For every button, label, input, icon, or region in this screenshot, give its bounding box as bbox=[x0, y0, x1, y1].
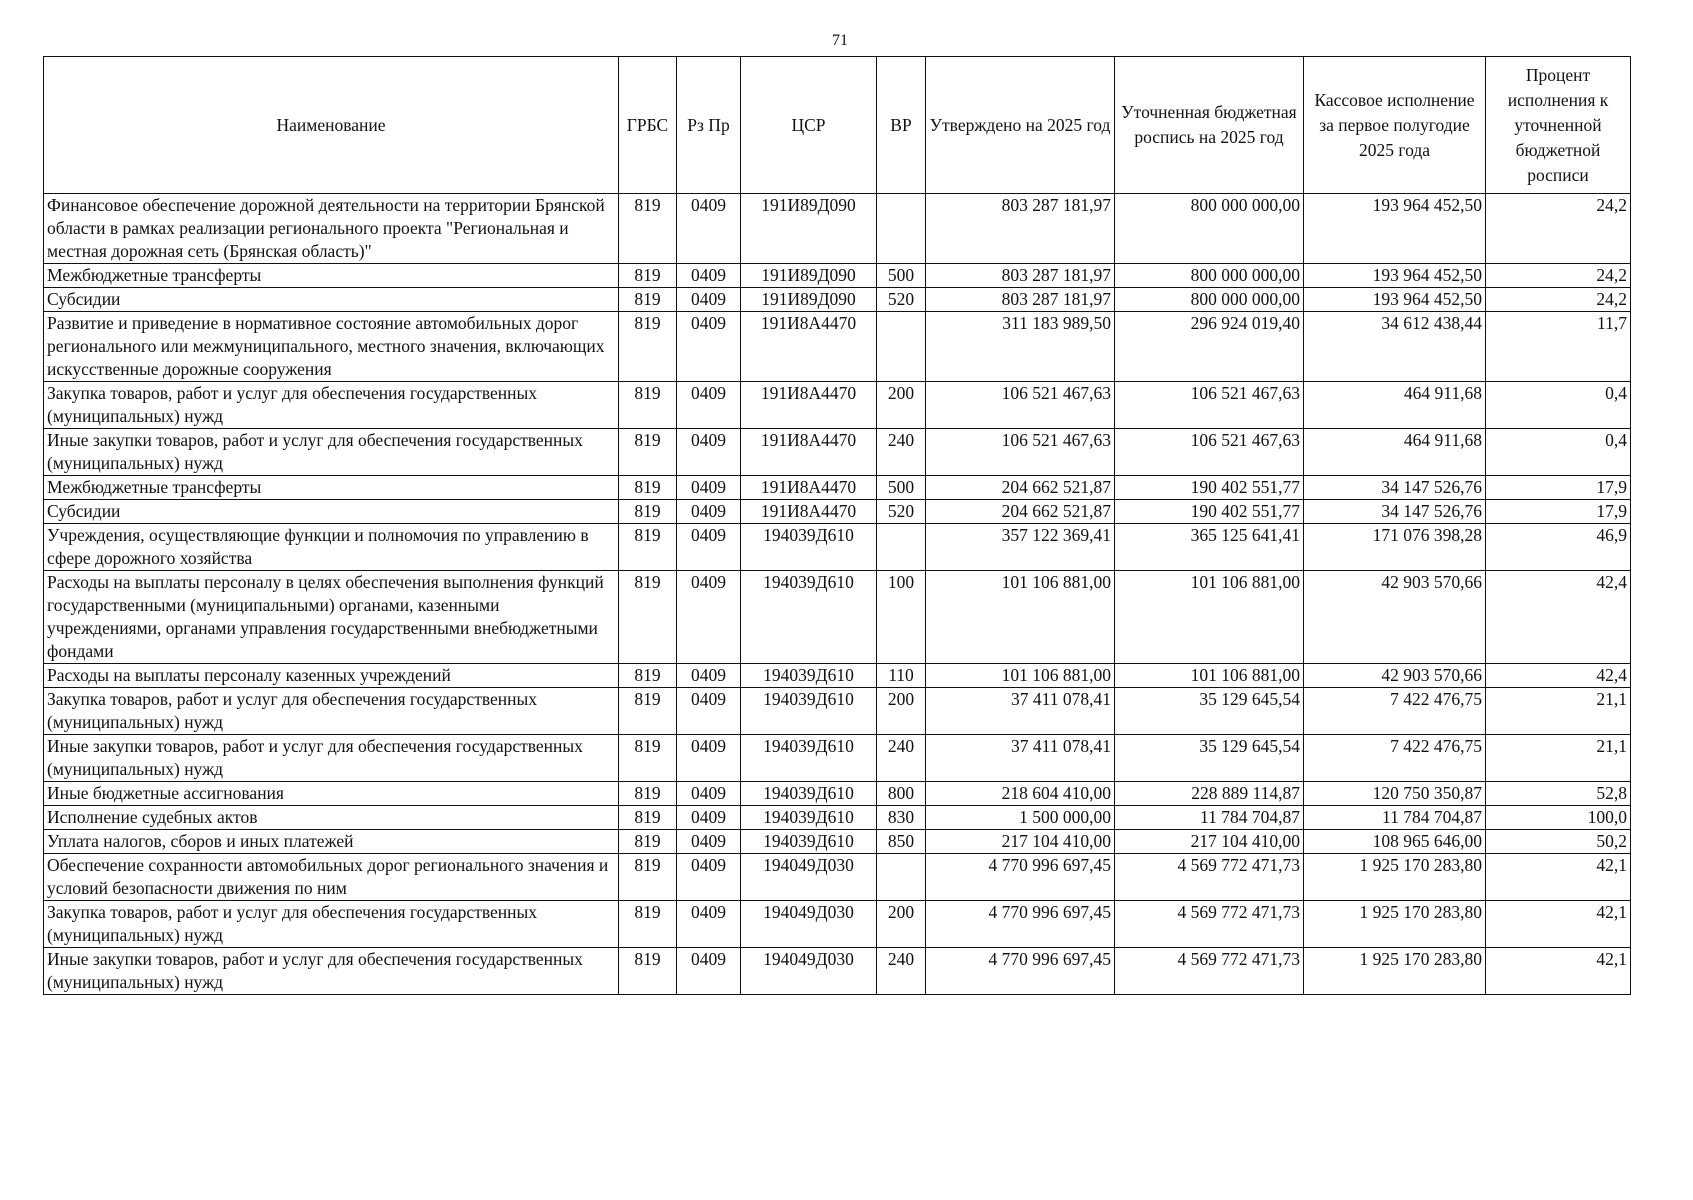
table-row bbox=[44, 688, 1631, 735]
cell-csr: 191И89Д090 bbox=[741, 194, 877, 264]
cell-cash: 34 147 526,76 bbox=[1304, 500, 1486, 524]
table-row bbox=[44, 830, 1631, 854]
cell-refined: 190 402 551,77 bbox=[1115, 500, 1304, 524]
cell-grbs: 819 bbox=[619, 735, 677, 782]
cell-vr: 500 bbox=[877, 476, 926, 500]
cell-cash: 193 964 452,50 bbox=[1304, 288, 1486, 312]
cell-cash: 42 903 570,66 bbox=[1304, 664, 1486, 688]
cell-name: Расходы на выплаты персоналу казенных учреждений bbox=[44, 664, 619, 688]
cell-grbs: 819 bbox=[619, 312, 677, 382]
cell-csr: 191И8А4470 bbox=[741, 476, 877, 500]
cell-vr: 800 bbox=[877, 782, 926, 806]
cell-grbs: 819 bbox=[619, 524, 677, 571]
cell-grbs: 819 bbox=[619, 901, 677, 948]
cell-grbs: 819 bbox=[619, 500, 677, 524]
cell-percent: 50,2 bbox=[1486, 830, 1631, 854]
cell-refined: 228 889 114,87 bbox=[1115, 782, 1304, 806]
cell-name: Финансовое обеспечение дорожной деятельности на территории Брянской области в рамках реализации регионального проекта "Региональная и местная дорожная сеть (Брянская область)" bbox=[44, 194, 619, 264]
cell-refined: 4 569 772 471,73 bbox=[1115, 854, 1304, 901]
cell-csr: 194039Д610 bbox=[741, 664, 877, 688]
cell-cash: 7 422 476,75 bbox=[1304, 688, 1486, 735]
table-row bbox=[44, 524, 1631, 571]
table-body bbox=[44, 194, 1631, 995]
cell-approved: 106 521 467,63 bbox=[926, 382, 1115, 429]
cell-vr: 830 bbox=[877, 806, 926, 830]
cell-name: Межбюджетные трансферты bbox=[44, 476, 619, 500]
cell-grbs: 819 bbox=[619, 688, 677, 735]
table-row bbox=[44, 500, 1631, 524]
cell-name: Иные бюджетные ассигнования bbox=[44, 782, 619, 806]
cell-rzpr: 0409 bbox=[677, 312, 741, 382]
cell-csr: 194039Д610 bbox=[741, 782, 877, 806]
cell-csr: 191И8А4470 bbox=[741, 429, 877, 476]
cell-csr: 194039Д610 bbox=[741, 688, 877, 735]
cell-cash: 464 911,68 bbox=[1304, 382, 1486, 429]
cell-rzpr: 0409 bbox=[677, 194, 741, 264]
cell-grbs: 819 bbox=[619, 830, 677, 854]
cell-csr: 194049Д030 bbox=[741, 948, 877, 995]
cell-rzpr: 0409 bbox=[677, 288, 741, 312]
cell-refined: 800 000 000,00 bbox=[1115, 194, 1304, 264]
cell-grbs: 819 bbox=[619, 429, 677, 476]
cell-refined: 800 000 000,00 bbox=[1115, 288, 1304, 312]
cell-approved: 4 770 996 697,45 bbox=[926, 948, 1115, 995]
cell-vr: 200 bbox=[877, 382, 926, 429]
cell-refined: 4 569 772 471,73 bbox=[1115, 948, 1304, 995]
cell-approved: 4 770 996 697,45 bbox=[926, 901, 1115, 948]
cell-grbs: 819 bbox=[619, 782, 677, 806]
cell-csr: 194039Д610 bbox=[741, 830, 877, 854]
cell-name: Субсидии bbox=[44, 288, 619, 312]
cell-approved: 37 411 078,41 bbox=[926, 688, 1115, 735]
header-vr: ВР bbox=[877, 57, 926, 194]
cell-refined: 35 129 645,54 bbox=[1115, 735, 1304, 782]
cell-vr: 240 bbox=[877, 429, 926, 476]
table-row bbox=[44, 429, 1631, 476]
cell-cash: 1 925 170 283,80 bbox=[1304, 854, 1486, 901]
cell-approved: 803 287 181,97 bbox=[926, 194, 1115, 264]
cell-name: Иные закупки товаров, работ и услуг для обеспечения государственных (муниципальных) нужд bbox=[44, 429, 619, 476]
cell-approved: 217 104 410,00 bbox=[926, 830, 1115, 854]
cell-grbs: 819 bbox=[619, 264, 677, 288]
cell-approved: 1 500 000,00 bbox=[926, 806, 1115, 830]
cell-csr: 191И8А4470 bbox=[741, 382, 877, 429]
cell-percent: 42,4 bbox=[1486, 571, 1631, 664]
header-percent: Процент исполнения к уточненной бюджетной росписи bbox=[1486, 57, 1631, 194]
cell-csr: 191И8А4470 bbox=[741, 500, 877, 524]
cell-cash: 7 422 476,75 bbox=[1304, 735, 1486, 782]
cell-rzpr: 0409 bbox=[677, 901, 741, 948]
header-cash: Кассовое исполнение за первое полугодие 2025 года bbox=[1304, 57, 1486, 194]
cell-csr: 194039Д610 bbox=[741, 735, 877, 782]
cell-cash: 42 903 570,66 bbox=[1304, 571, 1486, 664]
cell-name: Иные закупки товаров, работ и услуг для обеспечения государственных (муниципальных) нужд bbox=[44, 948, 619, 995]
cell-rzpr: 0409 bbox=[677, 735, 741, 782]
cell-cash: 464 911,68 bbox=[1304, 429, 1486, 476]
cell-cash: 1 925 170 283,80 bbox=[1304, 901, 1486, 948]
cell-vr: 500 bbox=[877, 264, 926, 288]
cell-approved: 101 106 881,00 bbox=[926, 664, 1115, 688]
cell-approved: 4 770 996 697,45 bbox=[926, 854, 1115, 901]
cell-csr: 194039Д610 bbox=[741, 524, 877, 571]
table-row bbox=[44, 664, 1631, 688]
cell-percent: 42,1 bbox=[1486, 901, 1631, 948]
cell-cash: 34 612 438,44 bbox=[1304, 312, 1486, 382]
cell-name: Исполнение судебных актов bbox=[44, 806, 619, 830]
table-row bbox=[44, 382, 1631, 429]
cell-approved: 204 662 521,87 bbox=[926, 476, 1115, 500]
cell-approved: 803 287 181,97 bbox=[926, 288, 1115, 312]
cell-csr: 191И8А4470 bbox=[741, 312, 877, 382]
cell-vr: 200 bbox=[877, 901, 926, 948]
cell-refined: 35 129 645,54 bbox=[1115, 688, 1304, 735]
cell-rzpr: 0409 bbox=[677, 806, 741, 830]
cell-csr: 191И89Д090 bbox=[741, 264, 877, 288]
cell-vr bbox=[877, 312, 926, 382]
cell-name: Закупка товаров, работ и услуг для обеспечения государственных (муниципальных) нужд bbox=[44, 688, 619, 735]
cell-percent: 42,1 bbox=[1486, 948, 1631, 995]
cell-grbs: 819 bbox=[619, 382, 677, 429]
cell-cash: 108 965 646,00 bbox=[1304, 830, 1486, 854]
cell-refined: 217 104 410,00 bbox=[1115, 830, 1304, 854]
cell-percent: 21,1 bbox=[1486, 735, 1631, 782]
cell-cash: 34 147 526,76 bbox=[1304, 476, 1486, 500]
table-row bbox=[44, 735, 1631, 782]
cell-rzpr: 0409 bbox=[677, 664, 741, 688]
cell-rzpr: 0409 bbox=[677, 476, 741, 500]
header-name: Наименование bbox=[44, 57, 619, 194]
cell-percent: 21,1 bbox=[1486, 688, 1631, 735]
cell-percent: 42,1 bbox=[1486, 854, 1631, 901]
cell-rzpr: 0409 bbox=[677, 264, 741, 288]
cell-csr: 194039Д610 bbox=[741, 806, 877, 830]
cell-refined: 11 784 704,87 bbox=[1115, 806, 1304, 830]
cell-rzpr: 0409 bbox=[677, 948, 741, 995]
page-number: 71 bbox=[832, 32, 848, 49]
table-row bbox=[44, 901, 1631, 948]
cell-refined: 800 000 000,00 bbox=[1115, 264, 1304, 288]
cell-vr: 850 bbox=[877, 830, 926, 854]
cell-grbs: 819 bbox=[619, 854, 677, 901]
table-row bbox=[44, 476, 1631, 500]
cell-approved: 311 183 989,50 bbox=[926, 312, 1115, 382]
cell-vr bbox=[877, 854, 926, 901]
table-row bbox=[44, 194, 1631, 264]
table-row bbox=[44, 806, 1631, 830]
cell-name: Уплата налогов, сборов и иных платежей bbox=[44, 830, 619, 854]
cell-name: Закупка товаров, работ и услуг для обеспечения государственных (муниципальных) нужд bbox=[44, 382, 619, 429]
table-row bbox=[44, 288, 1631, 312]
cell-cash: 11 784 704,87 bbox=[1304, 806, 1486, 830]
cell-rzpr: 0409 bbox=[677, 782, 741, 806]
cell-name: Учреждения, осуществляющие функции и полномочия по управлению в сфере дорожного хозяйства bbox=[44, 524, 619, 571]
cell-name: Обеспечение сохранности автомобильных дорог регионального значения и условий безопасности движения по ним bbox=[44, 854, 619, 901]
cell-refined: 101 106 881,00 bbox=[1115, 664, 1304, 688]
cell-vr bbox=[877, 524, 926, 571]
cell-refined: 190 402 551,77 bbox=[1115, 476, 1304, 500]
cell-approved: 218 604 410,00 bbox=[926, 782, 1115, 806]
cell-approved: 204 662 521,87 bbox=[926, 500, 1115, 524]
cell-vr bbox=[877, 194, 926, 264]
cell-percent: 24,2 bbox=[1486, 194, 1631, 264]
cell-approved: 357 122 369,41 bbox=[926, 524, 1115, 571]
table-row bbox=[44, 854, 1631, 901]
cell-approved: 101 106 881,00 bbox=[926, 571, 1115, 664]
table-row bbox=[44, 571, 1631, 664]
cell-vr: 520 bbox=[877, 288, 926, 312]
cell-percent: 17,9 bbox=[1486, 500, 1631, 524]
cell-refined: 101 106 881,00 bbox=[1115, 571, 1304, 664]
cell-grbs: 819 bbox=[619, 288, 677, 312]
cell-name: Развитие и приведение в нормативное состояние автомобильных дорог регионального или межмуниципального, местного значения, включающих искусственные дорожные сооружения bbox=[44, 312, 619, 382]
cell-csr: 194049Д030 bbox=[741, 901, 877, 948]
cell-name: Межбюджетные трансферты bbox=[44, 264, 619, 288]
header-csr: ЦСР bbox=[741, 57, 877, 194]
header-refined: Уточненная бюджетная роспись на 2025 год bbox=[1115, 57, 1304, 194]
cell-percent: 0,4 bbox=[1486, 429, 1631, 476]
cell-name: Закупка товаров, работ и услуг для обеспечения государственных (муниципальных) нужд bbox=[44, 901, 619, 948]
cell-percent: 11,7 bbox=[1486, 312, 1631, 382]
cell-name: Субсидии bbox=[44, 500, 619, 524]
table-row bbox=[44, 312, 1631, 382]
cell-vr: 200 bbox=[877, 688, 926, 735]
cell-cash: 120 750 350,87 bbox=[1304, 782, 1486, 806]
cell-grbs: 819 bbox=[619, 476, 677, 500]
cell-cash: 1 925 170 283,80 bbox=[1304, 948, 1486, 995]
cell-grbs: 819 bbox=[619, 948, 677, 995]
cell-rzpr: 0409 bbox=[677, 524, 741, 571]
cell-csr: 194039Д610 bbox=[741, 571, 877, 664]
cell-percent: 24,2 bbox=[1486, 264, 1631, 288]
cell-vr: 240 bbox=[877, 735, 926, 782]
cell-percent: 42,4 bbox=[1486, 664, 1631, 688]
cell-refined: 4 569 772 471,73 bbox=[1115, 901, 1304, 948]
cell-percent: 17,9 bbox=[1486, 476, 1631, 500]
cell-cash: 171 076 398,28 bbox=[1304, 524, 1486, 571]
cell-grbs: 819 bbox=[619, 664, 677, 688]
cell-percent: 46,9 bbox=[1486, 524, 1631, 571]
table-row bbox=[44, 948, 1631, 995]
cell-cash: 193 964 452,50 bbox=[1304, 264, 1486, 288]
budget-table bbox=[43, 56, 1631, 995]
cell-rzpr: 0409 bbox=[677, 429, 741, 476]
table-row bbox=[44, 782, 1631, 806]
cell-approved: 803 287 181,97 bbox=[926, 264, 1115, 288]
cell-rzpr: 0409 bbox=[677, 688, 741, 735]
cell-grbs: 819 bbox=[619, 194, 677, 264]
cell-cash: 193 964 452,50 bbox=[1304, 194, 1486, 264]
cell-rzpr: 0409 bbox=[677, 854, 741, 901]
cell-rzpr: 0409 bbox=[677, 830, 741, 854]
cell-vr: 240 bbox=[877, 948, 926, 995]
header-grbs: ГРБС bbox=[619, 57, 677, 194]
cell-refined: 106 521 467,63 bbox=[1115, 429, 1304, 476]
cell-approved: 106 521 467,63 bbox=[926, 429, 1115, 476]
cell-csr: 194049Д030 bbox=[741, 854, 877, 901]
cell-percent: 52,8 bbox=[1486, 782, 1631, 806]
cell-grbs: 819 bbox=[619, 806, 677, 830]
cell-vr: 100 bbox=[877, 571, 926, 664]
cell-percent: 100,0 bbox=[1486, 806, 1631, 830]
header-rzpr: Рз Пр bbox=[677, 57, 741, 194]
cell-percent: 0,4 bbox=[1486, 382, 1631, 429]
cell-csr: 191И89Д090 bbox=[741, 288, 877, 312]
cell-rzpr: 0409 bbox=[677, 571, 741, 664]
cell-rzpr: 0409 bbox=[677, 382, 741, 429]
cell-approved: 37 411 078,41 bbox=[926, 735, 1115, 782]
cell-name: Иные закупки товаров, работ и услуг для обеспечения государственных (муниципальных) нужд bbox=[44, 735, 619, 782]
cell-rzpr: 0409 bbox=[677, 500, 741, 524]
cell-vr: 520 bbox=[877, 500, 926, 524]
cell-name: Расходы на выплаты персоналу в целях обеспечения выполнения функций государственными (муниципальными) органами, казенными учреждениями, органами управления государственными внебюджетными фондами bbox=[44, 571, 619, 664]
cell-refined: 296 924 019,40 bbox=[1115, 312, 1304, 382]
header-row bbox=[44, 57, 1631, 194]
cell-percent: 24,2 bbox=[1486, 288, 1631, 312]
cell-vr: 110 bbox=[877, 664, 926, 688]
table-row bbox=[44, 264, 1631, 288]
cell-grbs: 819 bbox=[619, 571, 677, 664]
cell-refined: 106 521 467,63 bbox=[1115, 382, 1304, 429]
header-approved: Утверждено на 2025 год bbox=[926, 57, 1115, 194]
cell-refined: 365 125 641,41 bbox=[1115, 524, 1304, 571]
